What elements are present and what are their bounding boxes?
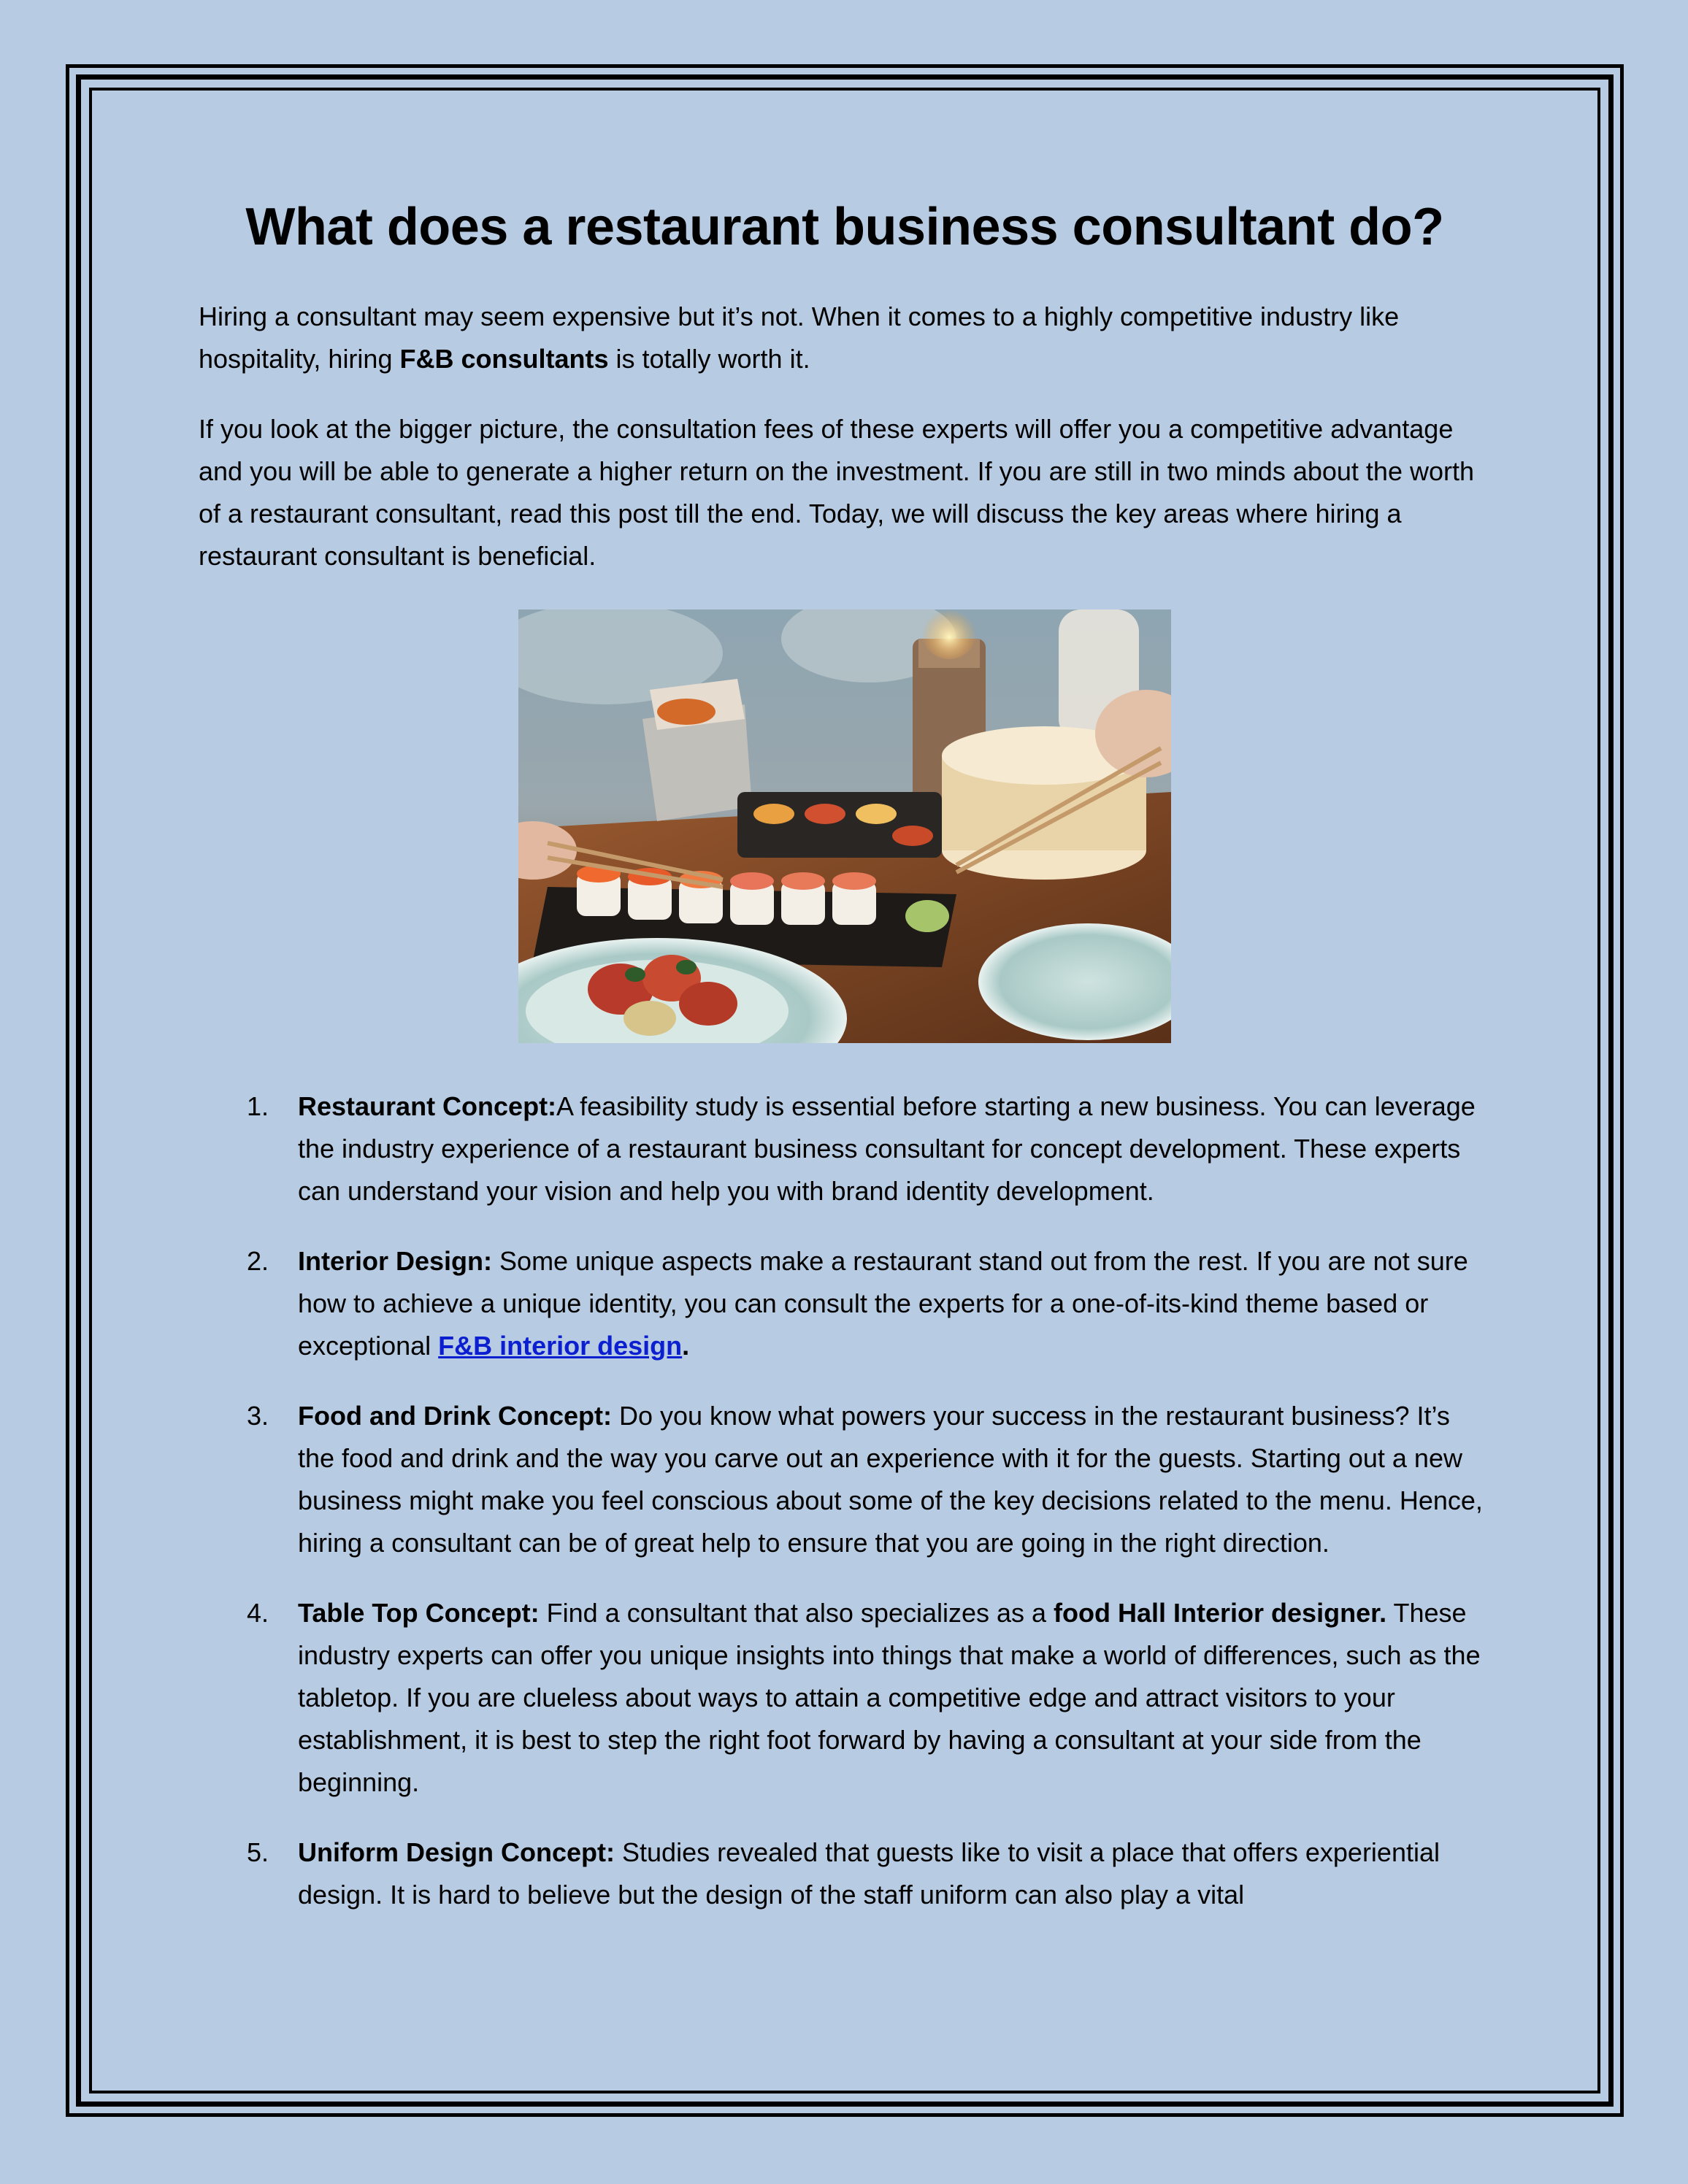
page-title: What does a restaurant business consultant do? bbox=[245, 198, 1444, 256]
fb-interior-design-link[interactable]: F&B interior design bbox=[438, 1330, 683, 1361]
list-item-text-end: These industry experts can offer you unique insights into things that make a world of differences, such as the tabletop. If you are clueless about ways to attain a competitive edge and attract visitors to your establishment, it is best to step the right foot forward by having a consultant at your side from the beginning. bbox=[298, 1597, 1481, 1797]
list-item-heading: Food and Drink Concept: bbox=[298, 1400, 612, 1431]
document-body bbox=[199, 197, 1491, 1944]
list-number: 3. bbox=[247, 1400, 269, 1431]
intro-text: Hiring a consultant may seem expensive but it’s not. When it comes to a highly competitive industry like hospitality, hiring bbox=[199, 301, 1400, 374]
intro-paragraph-2: If you look at the bigger picture, the consultation fees of these experts will offer you a competitive advantage and you will be able to generate a higher return on the investment. If you are still in two minds about the worth of a restaurant consultant, read this post till the end. Today, we will discuss the key areas where hiring a restaurant consultant is beneficial. bbox=[199, 413, 1475, 571]
consultant-areas-list bbox=[199, 1085, 1491, 1916]
list-item-text: A feasibility study is essential before starting a new business. You can leverage the industry experience of a restaurant business consultant for concept development. These experts can understand your vision and help you with brand identity development. bbox=[298, 1091, 1476, 1206]
list-item-heading: Interior Design: bbox=[298, 1245, 493, 1276]
list-number: 4. bbox=[247, 1597, 269, 1628]
list-item-text: Some unique aspects make a restaurant stand out from the rest. If you are not sure how to achieve a unique identity, you can consult the experts for a one-of-its-kind theme based or exceptional bbox=[298, 1245, 1468, 1361]
list-item-heading: Uniform Design Concept: bbox=[298, 1837, 615, 1867]
list-item bbox=[199, 1831, 1491, 1916]
intro-text-end: is totally worth it. bbox=[608, 343, 810, 374]
list-item-heading: Table Top Concept: bbox=[298, 1597, 540, 1628]
list-item bbox=[199, 1240, 1491, 1367]
list-number: 2. bbox=[247, 1245, 269, 1276]
list-item-heading: Restaurant Concept: bbox=[298, 1091, 557, 1121]
list-item-text: Do you know what powers your success in the restaurant business? It’s the food and drink and the way you carve out an experience with it for the guests. Starting out a new business might make you feel conscious about some of the key decisions related to the menu. Hence, hiring a consultant can be of great help to ensure that you are going in the right direction. bbox=[298, 1400, 1483, 1558]
list-item-text: Studies revealed that guests like to visit a place that offers experiential design. It is hard to believe but the design of the staff uniform can also play a vital bbox=[298, 1837, 1440, 1910]
list-number: 1. bbox=[247, 1091, 269, 1121]
list-item-period: . bbox=[682, 1330, 690, 1361]
list-item-bold-term: food Hall Interior designer. bbox=[1054, 1597, 1387, 1628]
sushi-restaurant-photo bbox=[518, 610, 1171, 1043]
intro-bold-term: F&B consultants bbox=[399, 343, 609, 374]
list-item bbox=[199, 1592, 1491, 1804]
list-number: 5. bbox=[247, 1837, 269, 1867]
list-item-text: Find a consultant that also specializes as a bbox=[539, 1597, 1054, 1628]
list-item bbox=[199, 1085, 1491, 1212]
list-item bbox=[199, 1395, 1491, 1564]
intro-paragraph-1 bbox=[199, 296, 1491, 380]
